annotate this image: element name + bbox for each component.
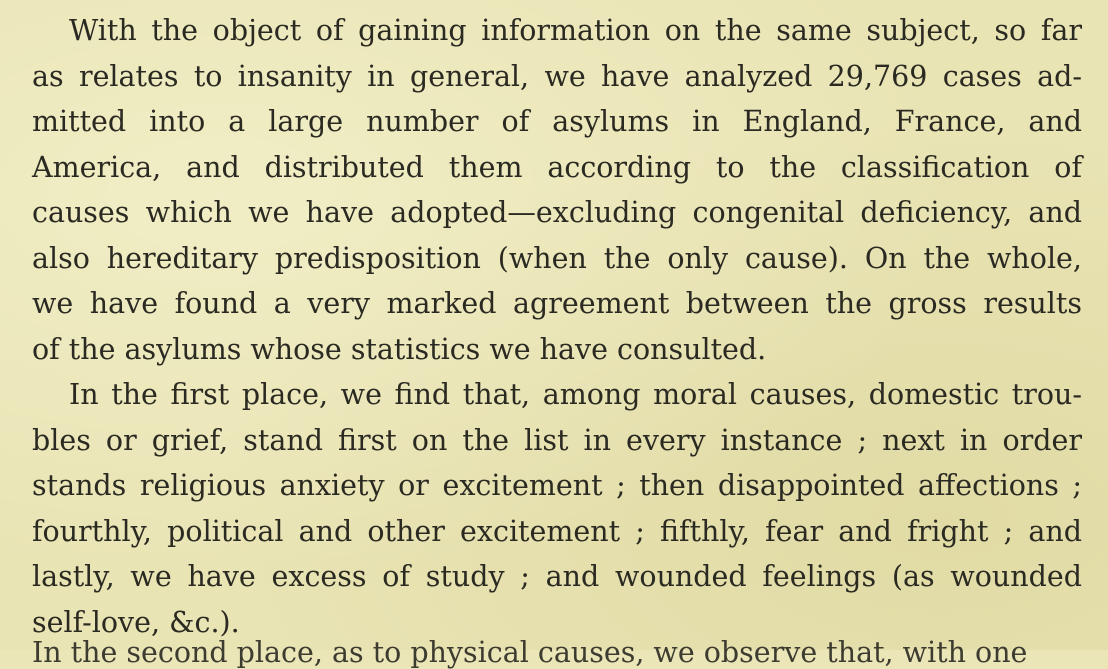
text-line: lastly, we have excess of study ; and wounded feelings (as wounded <box>32 560 1082 593</box>
text-line: also hereditary predisposition (when the only cause). On the whole, <box>32 241 1082 275</box>
text-line: self-love, &c.). <box>32 605 240 639</box>
paragraph-1 <box>32 8 1082 372</box>
text-line: stands religious anxiety or excitement ; then disappointed affections ; <box>32 469 1082 502</box>
text-line: of the asylums whose statistics we have consulted. <box>32 332 767 366</box>
text-line: as relates to insanity in general, we have analyzed 29,769 cases ad- <box>32 59 1082 93</box>
paragraph-2 <box>32 372 1082 645</box>
text-line: we have found a very marked agreement between the gross results <box>32 287 1082 320</box>
text-line: mitted into a large number of asylums in England, France, and <box>32 105 1082 138</box>
text-line: bles or grief, stand first on the list in every instance ; next in order <box>32 423 1082 457</box>
text-line: In the first place, we find that, among moral causes, domestic trou- <box>69 378 1082 411</box>
text-line: fourthly, political and other excitement ; fifthly, fear and fright ; and <box>32 514 1082 548</box>
text-line: causes which we have adopted—excluding congenital deficiency, and <box>32 196 1082 229</box>
cut-off-text-line: In the second place, as to physical causes, we observe that, with one <box>32 636 1028 669</box>
body-text <box>32 8 1082 645</box>
text-line: America, and distributed them according to the classification of <box>32 150 1082 184</box>
text-line: With the object of gaining information on the same subject, so far <box>69 14 1082 47</box>
